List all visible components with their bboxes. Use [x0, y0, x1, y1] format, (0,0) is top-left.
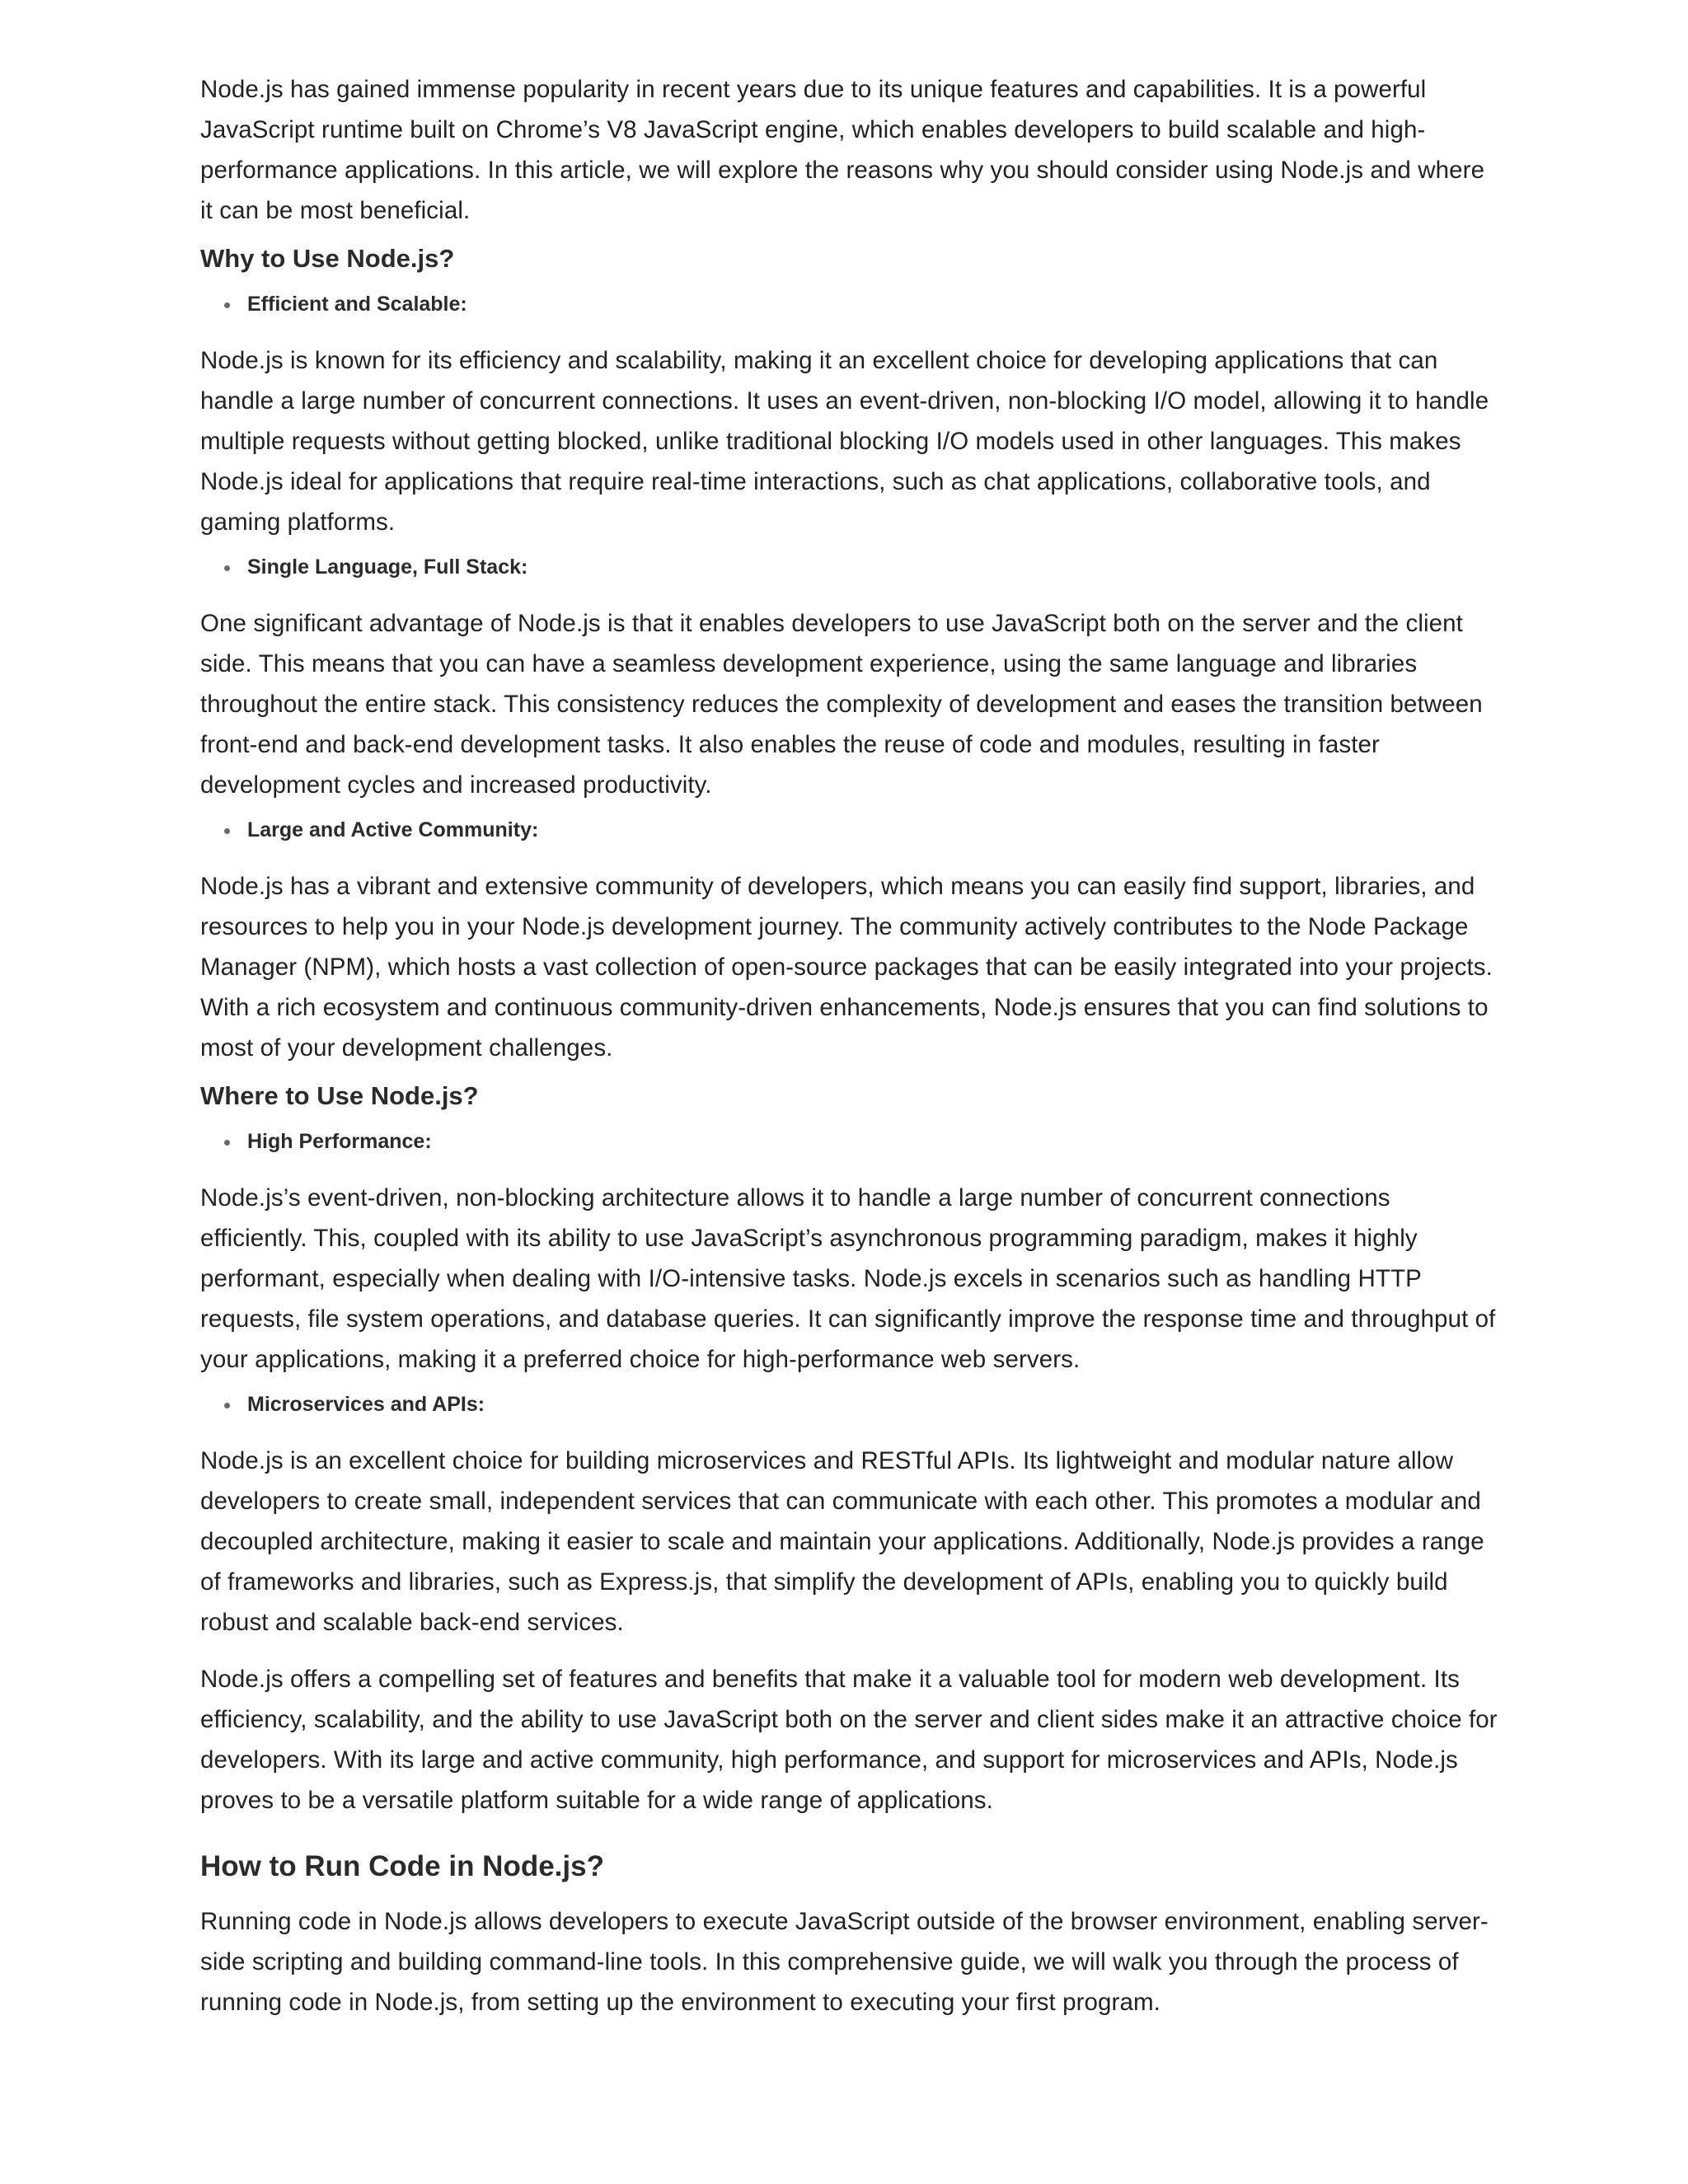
article-body: [200, 69, 1503, 2022]
bullet-label: Efficient and Scalable:: [247, 293, 467, 316]
bullet-dot: [224, 565, 230, 571]
run-heading: How to Run Code in Node.js?: [200, 1850, 604, 1882]
intro-paragraph: Node.js has gained immense popularity in recent years due to its unique features and capabilities. It is a powerful JavaScript runtime built on Chrome’s V8 JavaScript engine, which enables developers to build scalable and high-performance applications. In this article, we will explore the reasons why you should consider using Node.js and where it can be most beneficial.: [200, 76, 1485, 224]
bullet-community: [200, 816, 1503, 844]
bullet-label: Large and Active Community:: [247, 818, 539, 841]
bullet-dot: [224, 1403, 230, 1408]
bullet-label: Microservices and APIs:: [247, 1393, 485, 1416]
conclusion-paragraph: Node.js offers a compelling set of features and benefits that make it a valuable tool for modern web development. Its efficiency, scalability, and the ability to use JavaScript both on the server and client sides make it an attractive choice for developers. With its large and active community, high performance, and support for microservices and APIs, Node.js proves to be a versatile platform suitable for a wide range of applications.: [200, 1666, 1498, 1814]
bullet-microservices: [200, 1390, 1503, 1418]
bullet-high-performance: [200, 1127, 1503, 1155]
why-heading: Why to Use Node.js?: [200, 244, 455, 273]
community-paragraph: Node.js has a vibrant and extensive community of developers, which means you can easily find support, libraries, and resources to help you in your Node.js development journey. The community actively contributes to the Node Package Manager (NPM), which hosts a vast collection of open-source packages that can be easily integrated into your projects. With a rich ecosystem and continuous community-driven enhancements, Node.js ensures that you can find solutions to most of your development challenges.: [200, 873, 1493, 1062]
bullet-label: High Performance:: [247, 1130, 432, 1153]
bullet-label: Single Language, Full Stack:: [247, 555, 528, 579]
bullet-efficient-scalable: [200, 290, 1503, 318]
where-heading: Where to Use Node.js?: [200, 1081, 479, 1110]
run-paragraph: Running code in Node.js allows developers to execute JavaScript outside of the browser environment, enabling server-side scripting and building command-line tools. In this comprehensive guide, we will walk you through the process of running code in Node.js, from setting up the environment to executing your first program.: [200, 1908, 1489, 2016]
bullet-dot: [224, 302, 230, 308]
single-language-paragraph: One significant advantage of Node.js is that it enables developers to use JavaScript both on the server and the client side. This means that you can have a seamless development experience, using the same language and libraries throughout the entire stack. This consistency reduces the complexity of development and eases the transition between front-end and back-end development tasks. It also enables the reuse of code and modules, resulting in faster development cycles and increased productivity.: [200, 610, 1483, 799]
high-performance-paragraph: Node.js’s event-driven, non-blocking architecture allows it to handle a large number of concurrent connections efficiently. This, coupled with its ability to use JavaScript’s asynchronous programming paradigm, makes it highly performant, especially when dealing with I/O-intensive tasks. Node.js excels in scenarios such as handling HTTP requests, file system operations, and database queries. It can significantly improve the response time and throughput of your applications, making it a preferred choice for high-performance web servers.: [200, 1184, 1496, 1373]
bullet-dot: [224, 828, 230, 834]
bullet-dot: [224, 1140, 230, 1146]
microservices-paragraph: Node.js is an excellent choice for building microservices and RESTful APIs. Its lightweight and modular nature allow developers to create small, independent services that can communicate with each other. This promotes a modular and decoupled architecture, making it easier to scale and maintain your applications. Additionally, Node.js provides a range of frameworks and libraries, such as Express.js, that simplify the development of APIs, enabling you to quickly build robust and scalable back-end services.: [200, 1447, 1484, 1636]
efficient-scalable-paragraph: Node.js is known for its efficiency and scalability, making it an excellent choice for developing applications that can handle a large number of concurrent connections. It uses an event-driven, non-blocking I/O model, allowing it to handle multiple requests without getting blocked, unlike traditional blocking I/O models used in other languages. This makes Node.js ideal for applications that require real-time interactions, such as chat applications, collaborative tools, and gaming platforms.: [200, 347, 1489, 536]
bullet-single-language: [200, 553, 1503, 581]
